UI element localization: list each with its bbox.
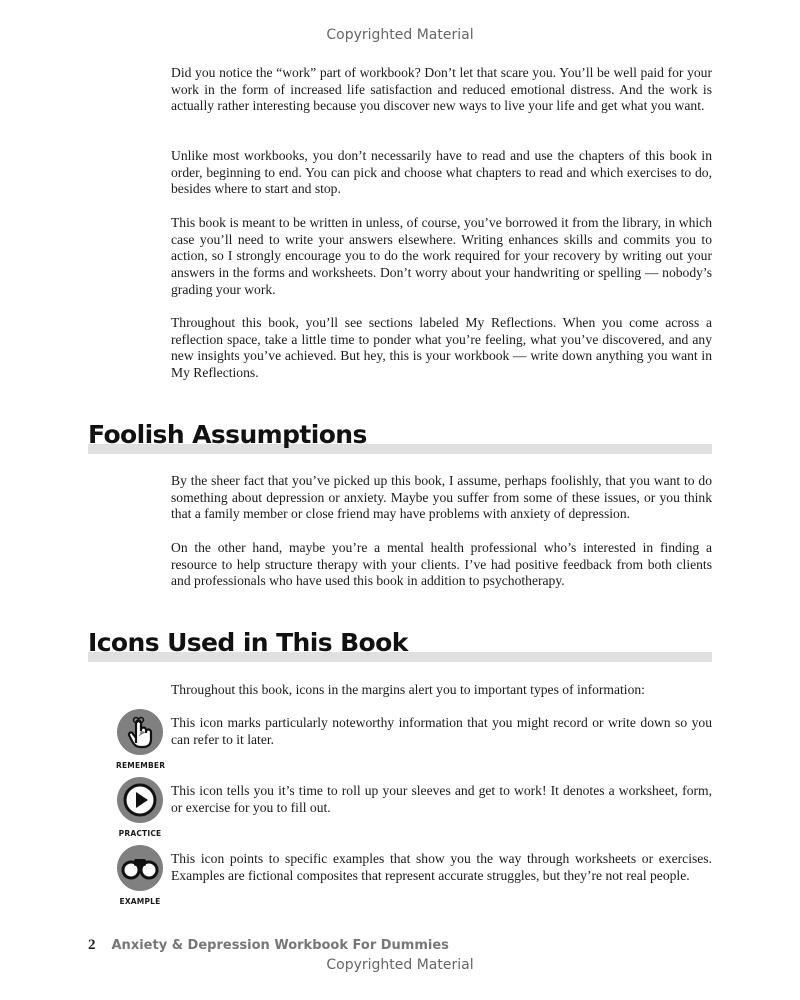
icon-description: This icon marks particularly noteworthy information that you might record or write down so you can refer to it later. (171, 715, 712, 747)
play-icon (117, 777, 163, 823)
section-heading-foolish-assumptions (88, 420, 712, 456)
section-paragraph: On the other hand, maybe you’re a mental health professional who’s interested in finding a resource to help structure therapy with your clients. I’ve had positive feedback from both clients and professionals who have used this book in addition to psychotherapy. (171, 540, 712, 589)
remember-icon-block (116, 709, 164, 770)
icon-description: This icon tells you it’s time to roll up your sleeves and get to work! It denotes a worksheet, form, or exercise for you to fill out. (171, 783, 712, 815)
section-paragraph: By the sheer fact that you’ve picked up this book, I assume, perhaps foolishly, that you want to do something about depression or anxiety. Maybe you suffer from some of these issues, or you think that a family member or close friend may have problems with anxiety of depression. (171, 473, 712, 522)
icon-label: PRACTICE (118, 829, 162, 838)
icon-label: REMEMBER (116, 761, 166, 770)
heading-text: Foolish Assumptions (88, 420, 367, 449)
page-footer (88, 937, 449, 954)
intro-paragraph: Throughout this book, you’ll see sections labeled My Reflections. When you come across a reflection space, take a little time to ponder what you’re feeling, what you’ve discovered, and any new insights you’ve achieved. But hey, this is your workbook — write down anything you want in My Reflections. (171, 315, 712, 381)
intro-paragraph: Unlike most workbooks, you don’t necessarily have to read and use the chapters of this book in order, beginning to end. You can pick and choose what chapters to read and which exercises to do, besides where to start and stop. (171, 148, 712, 197)
copyright-watermark-bottom: Copyrighted Material (326, 957, 474, 973)
section-heading-icons-used (88, 628, 712, 664)
finger-string-icon (117, 709, 163, 755)
heading-text: Icons Used in This Book (88, 628, 408, 657)
practice-icon-block (116, 777, 164, 838)
icon-description: This icon points to specific examples that show you the way through worksheets or exercises. Examples are fictional composites that represent accurate struggles, but they’re not real people. (171, 851, 712, 883)
copyright-watermark-top: Copyrighted Material (326, 27, 474, 43)
page-number: 2 (88, 937, 96, 953)
intro-paragraph: Did you notice the “work” part of workbook? Don’t let that scare you. You’ll be well paid for your work in the form of increased life satisfaction and reduced emotional distress. And the work is actually rather interesting because you discover new ways to live your life and get what you want. (171, 65, 712, 114)
running-title: Anxiety & Depression Workbook For Dummies (111, 938, 449, 953)
section-paragraph: Throughout this book, icons in the margins alert you to important types of information: (171, 682, 645, 697)
intro-paragraph: This book is meant to be written in unless, of course, you’ve borrowed it from the library, in which case you’ll need to write your answers elsewhere. Writing enhances skills and commits you to action, so I strongly encourage you to do the work required for your recovery by writing out your answers in the forms and worksheets. Don’t worry about your handwriting or spelling — nobody’s grading your work. (171, 215, 712, 297)
example-icon-block (116, 845, 164, 906)
icon-label: EXAMPLE (119, 897, 161, 906)
binoculars-icon (117, 845, 163, 891)
